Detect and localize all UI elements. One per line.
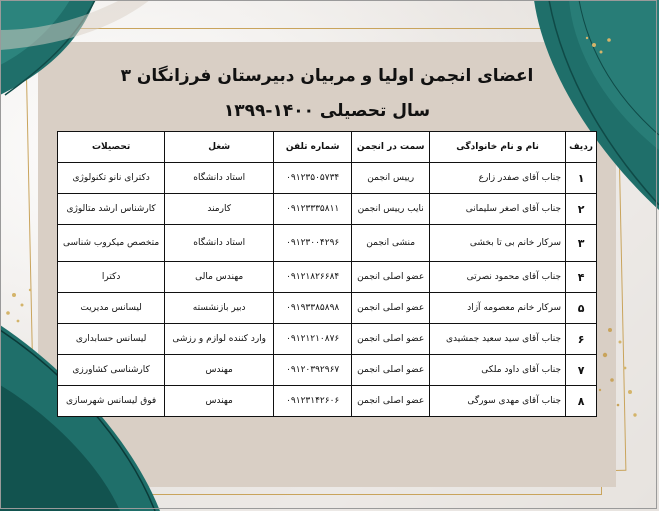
header-job: شغل [165, 132, 274, 163]
gold-glitter-icon [590, 320, 659, 430]
row-number: ۵ [566, 293, 597, 324]
member-job: استاد دانشگاه [165, 163, 274, 194]
table-row [58, 163, 597, 194]
member-name: سرکار خانم معصومه آزاد [430, 293, 566, 324]
member-job: مهندس [165, 355, 274, 386]
row-number: ۶ [566, 324, 597, 355]
page-title: اعضای انجمن اولیا و مربیان دبیرستان فرزانگان ۳ [120, 66, 534, 86]
table-row [58, 225, 597, 262]
member-role: منشی انجمن [352, 225, 430, 262]
member-education: لیسانس حسابداری [58, 324, 165, 355]
members-table [57, 131, 597, 417]
row-number: ۴ [566, 262, 597, 293]
row-number: ۲ [566, 194, 597, 225]
member-education: متخصص میکروب شناسی [58, 225, 165, 262]
table-header-row [58, 132, 597, 163]
member-job: وارد کننده لوازم و رزشی [165, 324, 274, 355]
header-row-number: ردیف [566, 132, 597, 163]
table-row [58, 324, 597, 355]
member-name: جناب آقای اصغر سلیمانی [430, 194, 566, 225]
member-role: نایب رییس انجمن [352, 194, 430, 225]
table-row [58, 194, 597, 225]
member-role: عضو اصلی انجمن [352, 262, 430, 293]
member-job: دبیر بازنشسته [165, 293, 274, 324]
member-phone: ۰۹۱۲۳۱۴۲۶۰۶ [274, 386, 352, 417]
member-job: مهندس مالی [165, 262, 274, 293]
member-education: کارشناسی کشاورزی [58, 355, 165, 386]
header-phone: شماره تلفن [274, 132, 352, 163]
member-name: جناب آقای محمود نصرتی [430, 262, 566, 293]
table-row [58, 293, 597, 324]
table-row [58, 386, 597, 417]
member-phone: ۰۹۱۲۳۰۰۴۲۹۶ [274, 225, 352, 262]
header-education: تحصیلات [58, 132, 165, 163]
member-name: جناب آقای سید سعید جمشیدی [430, 324, 566, 355]
member-name: جناب آقای صفدر زارع [430, 163, 566, 194]
page-subtitle: سال تحصیلی ۱۴۰۰-۱۳۹۹ [223, 101, 431, 121]
member-education: لیسانس مدیریت [58, 293, 165, 324]
member-phone: ۰۹۱۲۰۳۹۲۹۶۷ [274, 355, 352, 386]
member-role: عضو اصلی انجمن [352, 293, 430, 324]
header-role: سمت در انجمن [352, 132, 430, 163]
member-name: سرکار خانم بی تا بخشی [430, 225, 566, 262]
member-job: استاد دانشگاه [165, 225, 274, 262]
member-education: فوق لیسانس شهرسازی [58, 386, 165, 417]
member-phone: ۰۹۱۲۳۳۳۵۸۱۱ [274, 194, 352, 225]
row-number: ۷ [566, 355, 597, 386]
row-number: ۸ [566, 386, 597, 417]
member-role: عضو اصلی انجمن [352, 355, 430, 386]
member-name: جناب آقای مهدی سورگی [430, 386, 566, 417]
member-role: عضو اصلی انجمن [352, 324, 430, 355]
member-phone: ۰۹۱۲۱۲۱۰۸۷۶ [274, 324, 352, 355]
member-job: مهندس [165, 386, 274, 417]
member-education: دکترای نانو تکنولوژی [58, 163, 165, 194]
row-number: ۱ [566, 163, 597, 194]
member-phone: ۰۹۱۹۳۳۸۵۸۹۸ [274, 293, 352, 324]
member-job: کارمند [165, 194, 274, 225]
row-number: ۳ [566, 225, 597, 262]
member-education: دکترا [58, 262, 165, 293]
member-phone: ۰۹۱۲۳۵۰۵۷۳۴ [274, 163, 352, 194]
member-name: جناب آقای داود ملکی [430, 355, 566, 386]
header-name: نام و نام خانوادگی [430, 132, 566, 163]
member-role: رییس انجمن [352, 163, 430, 194]
member-education: کارشناس ارشد متالوژی [58, 194, 165, 225]
table-row [58, 355, 597, 386]
member-phone: ۰۹۱۲۱۸۲۶۶۸۴ [274, 262, 352, 293]
table-row [58, 262, 597, 293]
member-role: عضو اصلی انجمن [352, 386, 430, 417]
